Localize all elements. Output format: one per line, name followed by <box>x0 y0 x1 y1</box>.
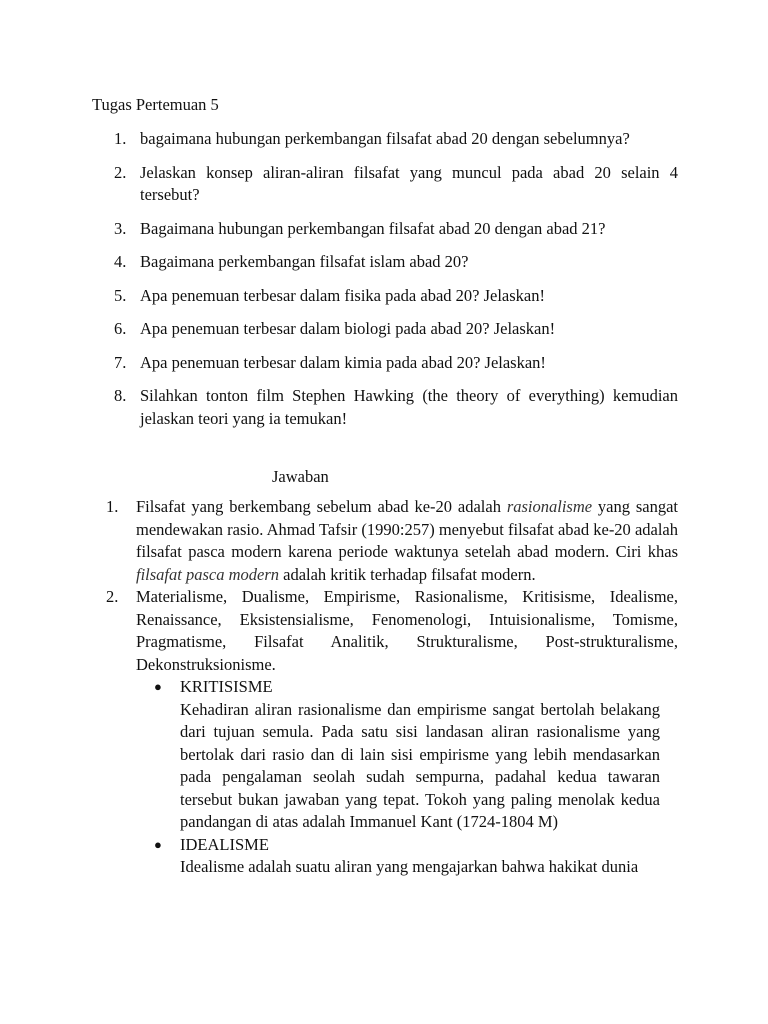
question-item <box>106 128 678 151</box>
bullet-icon: ● <box>154 679 162 694</box>
philosophy-description: Idealisme adalah suatu aliran yang mengajarkan bahwa hakikat dunia <box>180 857 639 876</box>
question-text: Bagaimana hubungan perkembangan filsafat abad 20 dengan abad 21? <box>140 218 606 238</box>
question-list <box>106 128 678 441</box>
question-item <box>106 385 678 430</box>
question-number: 2. <box>114 162 127 182</box>
question-number: 4. <box>114 252 127 271</box>
question-text: Jelaskan konsep aliran-aliran filsafat yang muncul pada abad 20 selain 4 tersebut? <box>140 162 678 204</box>
philosophy-item <box>142 676 660 834</box>
question-text: bagaimana hubungan perkembangan filsafat abad 20 dengan sebelumnya? <box>140 129 630 148</box>
question-text: Bagaimana perkembangan filsafat islam abad 20? <box>140 252 469 271</box>
question-item <box>106 352 678 375</box>
philosophy-title: IDEALISME <box>180 834 269 854</box>
answer-list <box>106 496 678 879</box>
question-text: Silahkan tonton film Stephen Hawking (the theory of everything) kemudian jelaskan teori yang ia temukan! <box>140 386 678 428</box>
philosophy-description: Kehadiran aliran rasionalisme dan empirisme sangat bertolah belakang dari tujuan semula. Pada satu sisi landasan aliran rasionalisme yang bertolak dari rasio dan di lain sisi empirisme yang lebih mendasarkan pada pengalaman seolah sudah sempurna, padahal kedua tawaran tersebut bukan jawaban yang tepat. Tokoh yang paling menolak kedua pandangan di atas adalah Immanuel Kant (1724-1804 M) <box>180 699 660 831</box>
question-number: 1. <box>114 129 127 148</box>
answer-text: Materialisme, Dualisme, Empirisme, Rasionalisme, Kritisisme, Idealisme, Renaissance, Eksistensialisme, Fenomenologi, Intuisionalisme, Tomisme, Pragmatisme, Filsafat Analitik, Strukturalisme, Post-strukturalisme, Dekonstruksionisme. <box>136 587 678 674</box>
answer-item <box>106 586 678 879</box>
question-item <box>106 218 678 241</box>
question-item <box>106 162 678 207</box>
question-number: 8. <box>114 386 127 405</box>
question-item <box>106 318 678 341</box>
question-number: 3. <box>114 218 127 238</box>
question-item <box>106 251 678 274</box>
philosophy-list <box>142 676 660 879</box>
question-number: 5. <box>114 285 127 305</box>
answer-text: yang sangat mendewakan rasio. Ahmad Tafsir (1990:257) menyebut filsafat abad ke-20 adalah filsafat pasca modern karena periode waktunya setelah abad modern. Ciri khas <box>136 497 678 561</box>
answer-italic-term: rasionalisme <box>506 497 593 516</box>
question-text: Apa penemuan terbesar dalam kimia pada abad 20? Jelaskan! <box>140 352 546 372</box>
answer-text: adalah kritik terhadap filsafat modern. <box>279 564 536 584</box>
question-item <box>106 285 678 308</box>
answer-item <box>106 496 678 586</box>
answer-text: Filsafat yang berkembang sebelum abad ke-20 adalah <box>136 497 507 516</box>
question-number: 6. <box>114 319 127 338</box>
answer-heading: Jawaban <box>272 467 329 486</box>
page-title: Tugas Pertemuan 5 <box>92 95 219 114</box>
answer-number: 2. <box>106 587 119 606</box>
question-number: 7. <box>114 352 127 372</box>
bullet-icon: ● <box>154 836 162 852</box>
answer-italic-term: filsafat pasca modern <box>136 564 279 584</box>
question-text: Apa penemuan terbesar dalam biologi pada abad 20? Jelaskan! <box>140 319 556 338</box>
philosophy-item <box>142 834 660 879</box>
answer-number: 1. <box>106 497 119 516</box>
question-text: Apa penemuan terbesar dalam fisika pada abad 20? Jelaskan! <box>140 285 545 305</box>
philosophy-title: KRITISISME <box>180 677 273 696</box>
